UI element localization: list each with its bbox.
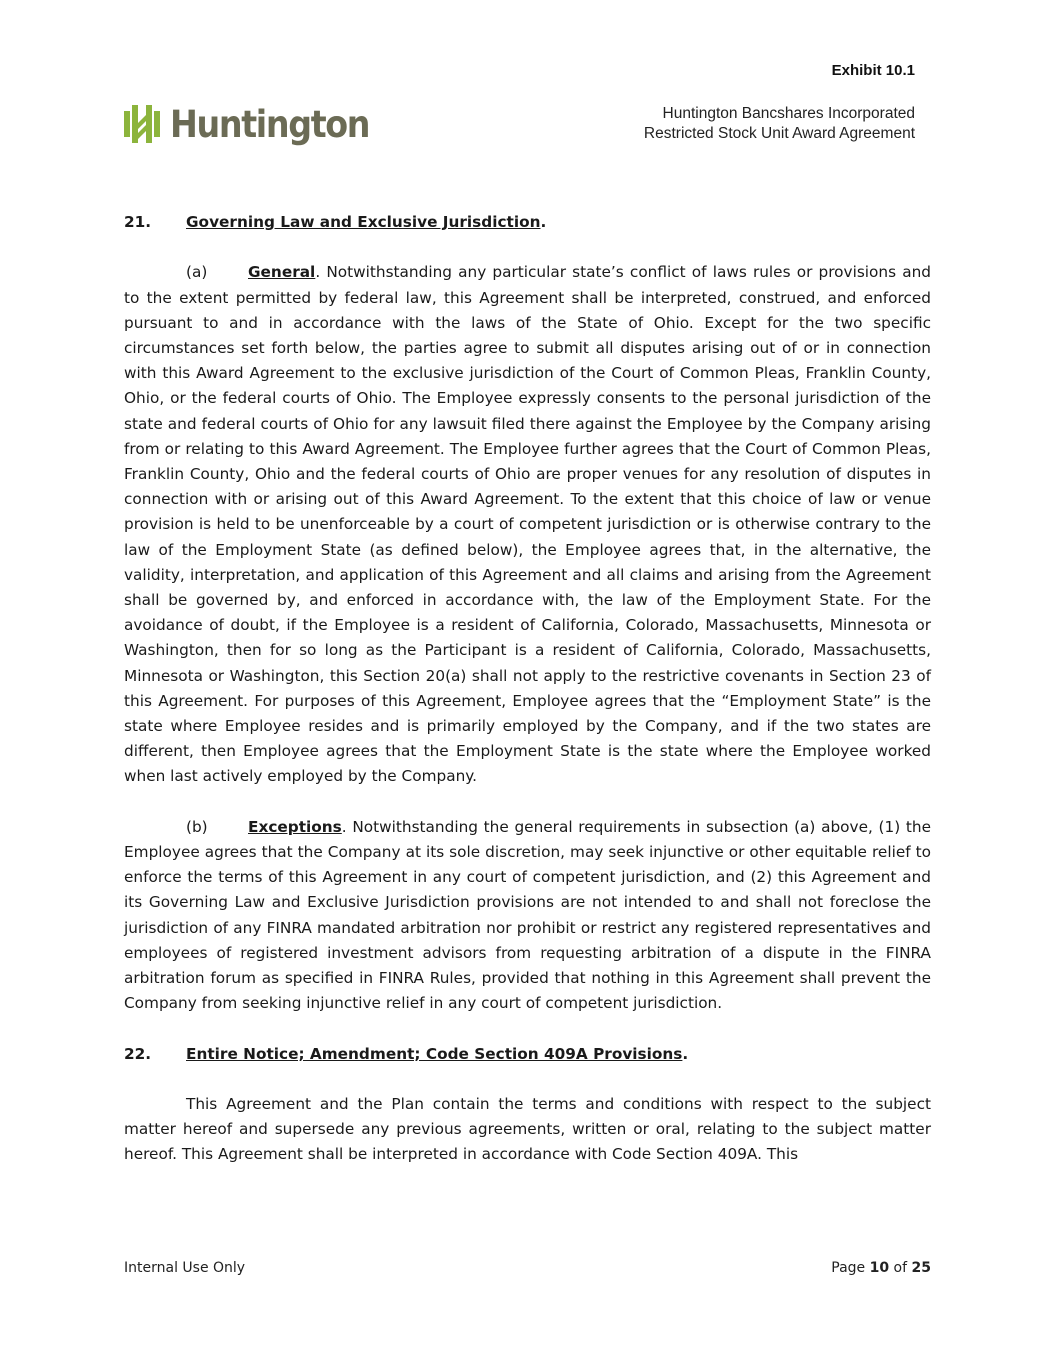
section-21-heading (124, 210, 931, 235)
huntington-logo-icon (122, 101, 162, 147)
subsection-title: Exceptions (248, 817, 342, 836)
section-title: Governing Law and Exclusive Jurisdiction (186, 213, 541, 231)
logo-wordmark: Huntington (170, 102, 370, 146)
section-title: Entire Notice; Amendment; Code Section 409A Provisions (186, 1044, 683, 1063)
section-number: 22. (124, 1044, 152, 1063)
subsection-text: . Notwithstanding any particular state’s conflict of laws rules or provisions and to the extent permitted by federal law, this Agreement shall be interpreted, construed, and enforced pursuant to and in accordance with the laws of the State of Ohio. Except for the two specific circumstances set forth below, the parties agree to submit all disputes arising out of or in connection with this Award Agreement to the exclusive jurisdiction of the Court of Common Pleas, Franklin County, Ohio, or the federal courts of Ohio. The Employee expressly consents to the personal jurisdiction of the state and federal courts of Ohio for any lawsuit filed there against the Employee by the Company arising from or relating to this Award Agreement. The Employee further agrees that the Court of Common Pleas, Franklin County, Ohio and the federal courts of Ohio are proper venues for any resolution of disputes in connection with or arising out of this Award Agreement. To the extent that this choice of law or venue provision is held to be unenforceable by a court of competent jurisdiction or is otherwise contrary to the law of the Employment State (as defined below), the Employee agrees that, in the alternative, the validity, interpretation, and application of this Agreement and all claims and arising from the Agreement shall be governed by, and enforced in accordance with, the law of the Employment State. For the avoidance of doubt, if the Employee is a resident of California, Colorado, Massachusetts, Minnesota or Washington, then for so long as the Participant is a resident of California, Colorado, Massachusetts, Minnesota or Washington, this Section 20(a) shall not apply to the restrictive covenants in Section 23 of this Agreement. For purposes of this Agreement, Employee agrees that the “Employment State” is the state where Employee resides and is primarily employed by the Company, and if the two states are different, then Employee agrees that the Employment State is the state where the Employee worked when last actively employed by the Company. (124, 263, 931, 786)
subsection-title: General (248, 263, 316, 282)
huntington-logo (122, 100, 391, 148)
subsection-label: (a) (186, 263, 208, 282)
section-title-period: . (682, 1044, 689, 1063)
footer-classification: Internal Use Only (124, 1260, 246, 1276)
document-body (124, 210, 931, 1168)
exhibit-label: Exhibit 10.1 (831, 62, 915, 79)
section-21b-paragraph (124, 815, 931, 1017)
company-name: Huntington Bancshares Incorporated (662, 105, 915, 122)
subsection-label: (b) (186, 817, 208, 836)
subsection-text: . Notwithstanding the general requirements in subsection (a) above, (1) the Employee agrees that the Company at its sole discretion, may seek injunctive or other equitable relief to enforce the terms of this Agreement in any court of competent jurisdiction, and (2) this Agreement and its Governing Law and Exclusive Jurisdiction provisions are not intended to and shall not foreclose the jurisdiction of any FINRA mandated arbitration nor prohibit or restrict any registered representatives and employees of registered investment advisors from requesting arbitration of a dispute in the FINRA arbitration forum as specified in FINRA Rules, provided that nothing in this Agreement shall prevent the Company from seeking injunctive relief in any court of competent jurisdiction. (124, 817, 931, 1013)
page-of: of (889, 1260, 912, 1276)
document-header (644, 104, 915, 144)
page-prefix: Page (831, 1260, 870, 1276)
section-number: 21. (124, 213, 152, 231)
page-total: 25 (911, 1260, 931, 1276)
page-number (831, 1260, 931, 1276)
section-22-paragraph: This Agreement and the Plan contain the terms and conditions with respect to the subject matter hereof and supersede any previous agreements, written or oral, relating to the subject matter hereof. This Agreement shall be interpreted in accordance with Code Section 409A. This (124, 1095, 931, 1164)
section-21a-paragraph (124, 260, 931, 789)
section-title-period: . (540, 213, 547, 231)
section-22-heading (124, 1042, 931, 1067)
document-title: Restricted Stock Unit Award Agreement (643, 125, 915, 142)
page-current: 10 (869, 1260, 890, 1276)
